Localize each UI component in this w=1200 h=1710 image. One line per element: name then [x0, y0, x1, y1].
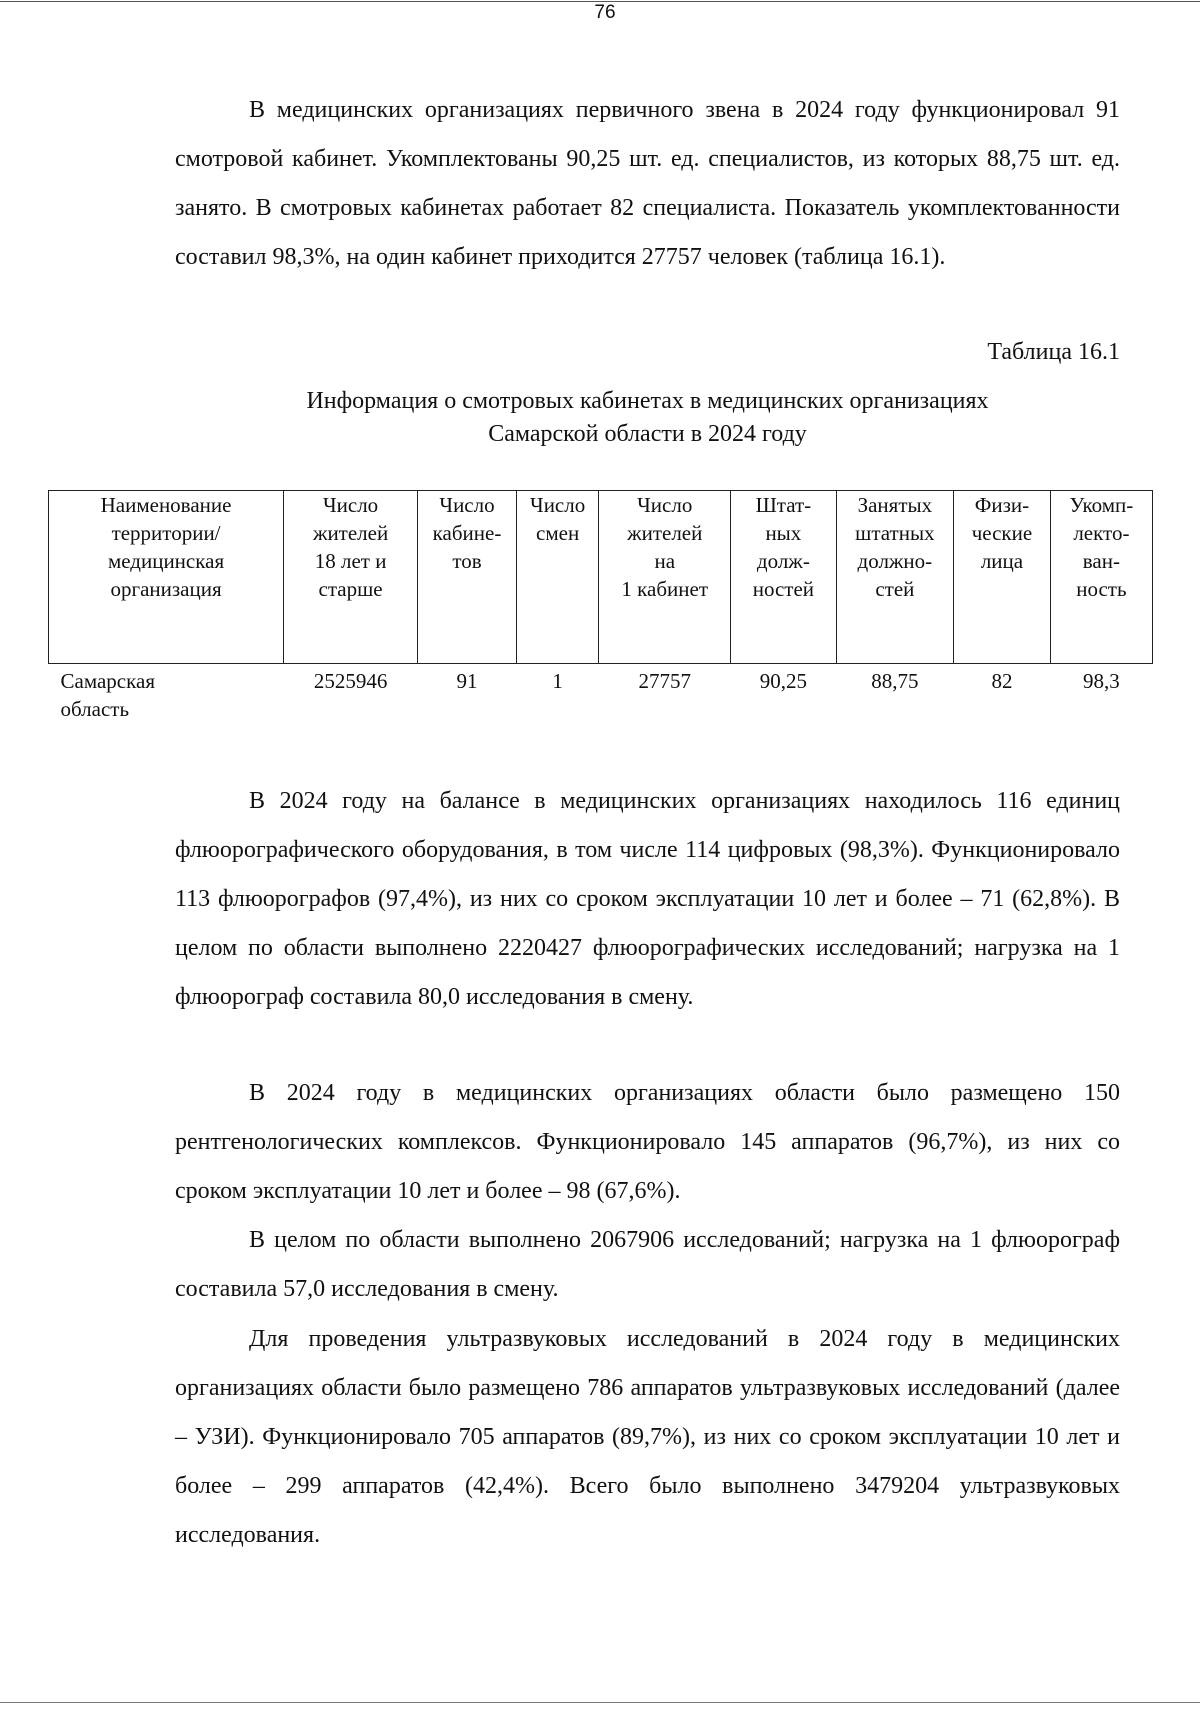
table-title-line-1: Информация о смотровых кабинетах в медицинских организациях [306, 388, 989, 414]
cell-residents-18-plus: 2525946 [313, 669, 388, 693]
cell-cabinets-count: 91 [456, 669, 478, 693]
page-number: 76 [594, 2, 616, 23]
cell-staffing-level: 98,3 [1083, 669, 1120, 693]
table-title-line-2: Самарской области в 2024 году [488, 421, 807, 447]
paragraph-xray-studies: В целом по области выполнено 2067906 исследований; нагрузка на 1 флюорограф составила 57,0 исследования в смену. [175, 1227, 1120, 1302]
header-occupied-positions: Занятых штатных должно- стей [836, 491, 954, 664]
table-header-row [49, 491, 1153, 664]
table-row [49, 664, 1153, 724]
header-residents-per-cabinet: Число жителей на 1 кабинет [599, 491, 731, 664]
table-title [175, 385, 1120, 451]
paragraph-xray-complexes: В 2024 году в медицинских организациях области было размещено 150 рентгенологических комплексов. Функционировало 145 аппаратов (96,7%), из них со сроком эксплуатации 10 лет и более – 98 (67,6%). [175, 1080, 1120, 1204]
header-individuals: Физи- ческие лица [954, 491, 1051, 664]
paragraph-fluorography: В 2024 году на балансе в медицинских организациях находилось 116 единиц флюорографического оборудования, в том числе 114 цифровых (98,3%). Функционировало 113 флюорографов (97,4%), из них со сроком эксплуатации 10 лет и более – 71 (62,8%). В целом по области выполнено 2220427 флюорографических исследований; нагрузка на 1 флюорограф составила 80,0 исследования в смену. [175, 788, 1120, 1010]
header-staff-positions: Штат- ных долж- ностей [731, 491, 836, 664]
header-territory: Наименование территории/ медицинская организация [49, 491, 284, 664]
paragraph-smotrovye-kabinety: В медицинских организациях первичного звена в 2024 году функционировал 91 смотровой кабинет. Укомплектованы 90,25 шт. ед. специалистов, из которых 88,75 шт. ед. занято. В смотровых кабинетах работает 82 специалиста. Показатель укомплектованности составил 98,3%, на один кабинет приходится 27757 человек (таблица 16.1). [175, 97, 1120, 270]
table-label: Таблица 16.1 [987, 339, 1120, 365]
cell-territory: Самарская область [60, 669, 155, 721]
cell-individuals: 82 [991, 669, 1013, 693]
smotrovye-kabinety-table [48, 490, 1153, 723]
cell-occupied-positions: 88,75 [871, 669, 919, 693]
paragraph-ultrasound: Для проведения ультразвуковых исследований в 2024 году в медицинских организациях области было размещено 786 аппаратов ультразвуковых исследований (далее – УЗИ). Функционировало 705 аппаратов (89,7%), из них со сроком эксплуатации 10 лет и более – 299 аппаратов (42,4%). Всего было выполнено 3479204 ультразвуковых исследования. [175, 1326, 1120, 1548]
header-cabinets-count: Число кабине- тов [418, 491, 517, 664]
header-staffing-level: Укомп- лекто- ван- ность [1050, 491, 1152, 664]
bottom-border-line [0, 1702, 1200, 1703]
header-shifts-count: Число смен [516, 491, 598, 664]
cell-shifts-count: 1 [552, 669, 563, 693]
cell-staff-positions: 90,25 [759, 669, 807, 693]
cell-residents-per-cabinet: 27757 [638, 669, 691, 693]
header-residents-18-plus: Число жителей 18 лет и старше [284, 491, 418, 664]
